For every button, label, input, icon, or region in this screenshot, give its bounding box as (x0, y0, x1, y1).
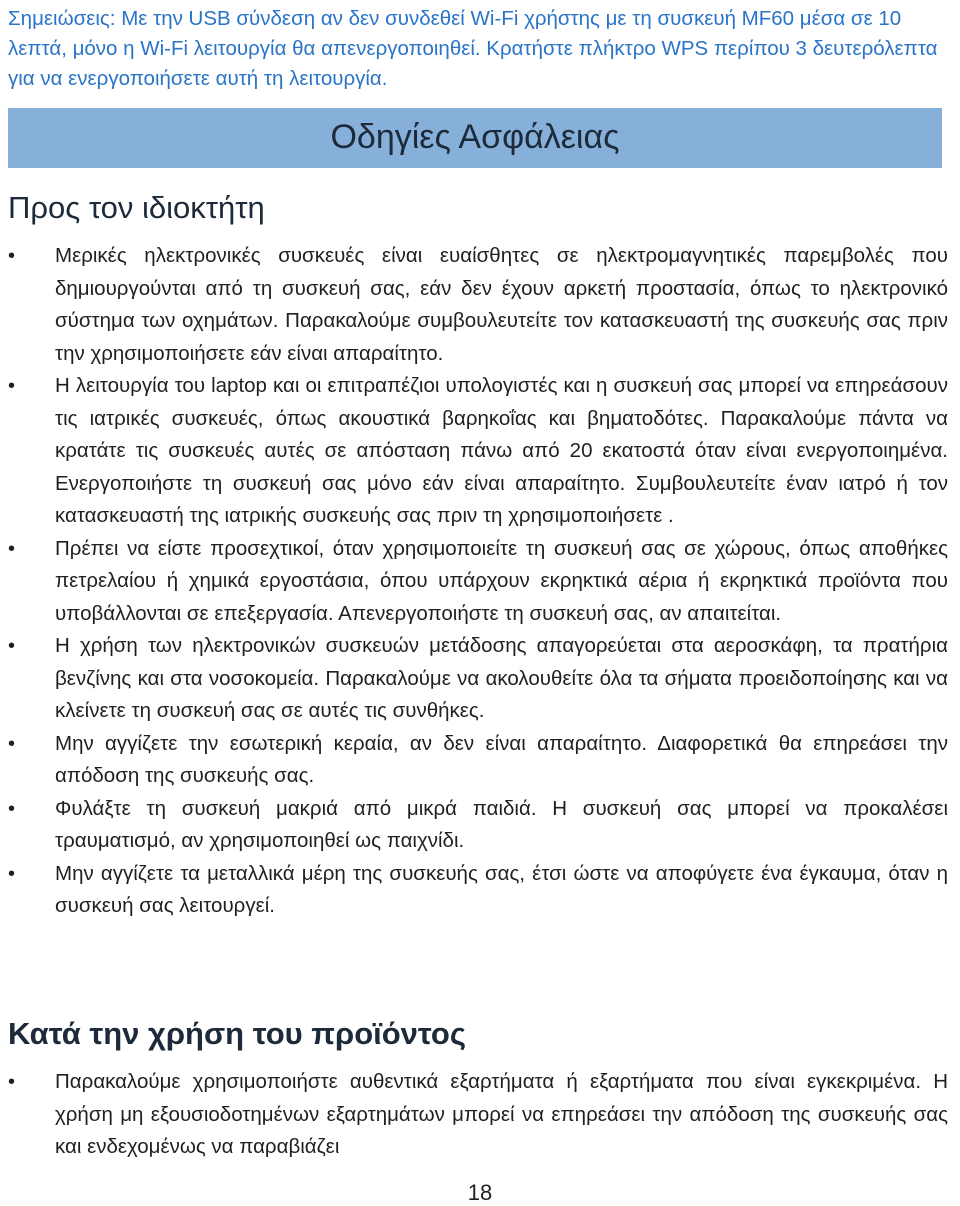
banner-title: Οδηγίες Ασφάλειας (330, 118, 620, 156)
list-item (8, 240, 948, 370)
bullet-icon: • (8, 375, 16, 397)
list-item-text: Πρέπει να είστε προσεχτικοί, όταν χρησιμοποιείτε τη συσκευή σας σε χώρους, όπως αποθήκες πετρελαίου ή χημικά εργοστάσια, όπου υπάρχουν εκρηκτικά αέρια ή εκρηκτικά προϊόντα που υποβάλλονται σε επεξεργασία. Απενεργοποιήστε τη συσκευή σας, αν απαιτείται. (55, 536, 948, 625)
list-item (8, 630, 948, 728)
list-item-text: Μην αγγίζετε την εσωτερική κεραία, αν δεν είναι απαραίτητο. Διαφορετικά θα επηρεάσει την απόδοση της συσκευής σας. (55, 731, 948, 787)
usage-safety-list (8, 1066, 948, 1164)
list-item-text: Μερικές ηλεκτρονικές συσκευές είναι ευαίσθητες σε ηλεκτρομαγνητικές παρεμβολές που δημιουργούνται από τη συσκευή σας, εάν δεν έχουν αρκετή προστασία, όπως το ηλεκτρονικό σύστημα των οχημάτων. Παρακαλούμε συμβουλευτείτε τον κατασκευαστή της συσκευής σας πριν την χρησιμοποιήσετε εάν είναι απαραίτητο. (55, 244, 948, 365)
list-item (8, 370, 948, 533)
owner-section-heading: Προς τον ιδιοκτήτη (8, 190, 265, 225)
list-item-text: Φυλάξτε τη συσκευή μακριά από μικρά παιδιά. Η συσκευή σας μπορεί να προκαλέσει τραυματισμό, αν χρησιμοποιηθεί ως παιχνίδι. (55, 796, 948, 852)
owner-safety-list (8, 240, 948, 923)
wifi-note: Σημειώσεις: Με την USB σύνδεση αν δεν συνδεθεί Wi-Fi χρήστης με τη συσκευή MF60 μέσα σε 10 λεπτά, μόνο η Wi-Fi λειτουργία θα απενεργοποιηθεί. Κρατήστε πλήκτρο WPS περίπου 3 δευτερόλεπτα για να ενεργοποιήσετε αυτή τη λειτουργία. (8, 7, 938, 90)
bullet-icon: • (8, 797, 16, 820)
bullet-icon: • (8, 862, 16, 885)
page-number: 18 (467, 1180, 493, 1205)
bullet-icon: • (8, 245, 16, 267)
list-item (8, 533, 948, 631)
list-item-text: Μην αγγίζετε τα μεταλλικά μέρη της συσκευής σας, έτσι ώστε να αποφύγετε ένα έγκαυμα, όταν η συσκευή σας λειτουργεί. (55, 861, 948, 917)
list-item (8, 793, 948, 858)
section-banner (8, 108, 942, 168)
bullet-icon: • (8, 537, 16, 560)
list-item-text: Η λειτουργία του laptop και οι επιτραπέζιοι υπολογιστές και η συσκευή σας μπορεί να επηρεάσουν τις ιατρικές συσκευές, όπως ακουστικά βαρηκοΐας και βηματοδότες. Παρακαλούμε πάντα να κρατάτε τις συσκευές αυτές σε απόσταση πάνω από 20 εκατοστά όταν είναι ενεργοποιημένα. Ενεργοποιήστε τη συσκευή σας μόνο εάν είναι απαραίτητο. Συμβουλευτείτε έναν ιατρό ή τον κατασκευαστή της ιατρικής συσκευής σας πριν τη χρησιμοποιήσετε . (55, 374, 948, 527)
bullet-icon: • (8, 635, 16, 657)
usage-section-heading: Κατά την χρήση του προϊόντος (8, 1016, 466, 1051)
list-item (8, 858, 948, 923)
list-item (8, 728, 948, 793)
list-item-text: Η χρήση των ηλεκτρονικών συσκευών μετάδοσης απαγορεύεται στα αεροσκάφη, τα πρατήρια βενζίνης και στα νοσοκομεία. Παρακαλούμε να ακολουθείτε όλα τα σήματα προειδοποίησης και να κλείνετε τη συσκευή σας σε αυτές τις συνθήκες. (55, 634, 948, 722)
bullet-icon: • (8, 732, 16, 755)
list-item (8, 1066, 948, 1164)
bullet-icon: • (8, 1071, 16, 1093)
list-item-text: Παρακαλούμε χρησιμοποιήστε αυθεντικά εξαρτήματα ή εξαρτήματα που είναι εγκεκριμένα. Η χρήση μη εξουσιοδοτημένων εξαρτημάτων μπορεί να επηρεάσει την απόδοση της συσκευής σας και ενδεχομένως να παραβιάζει (55, 1070, 948, 1158)
